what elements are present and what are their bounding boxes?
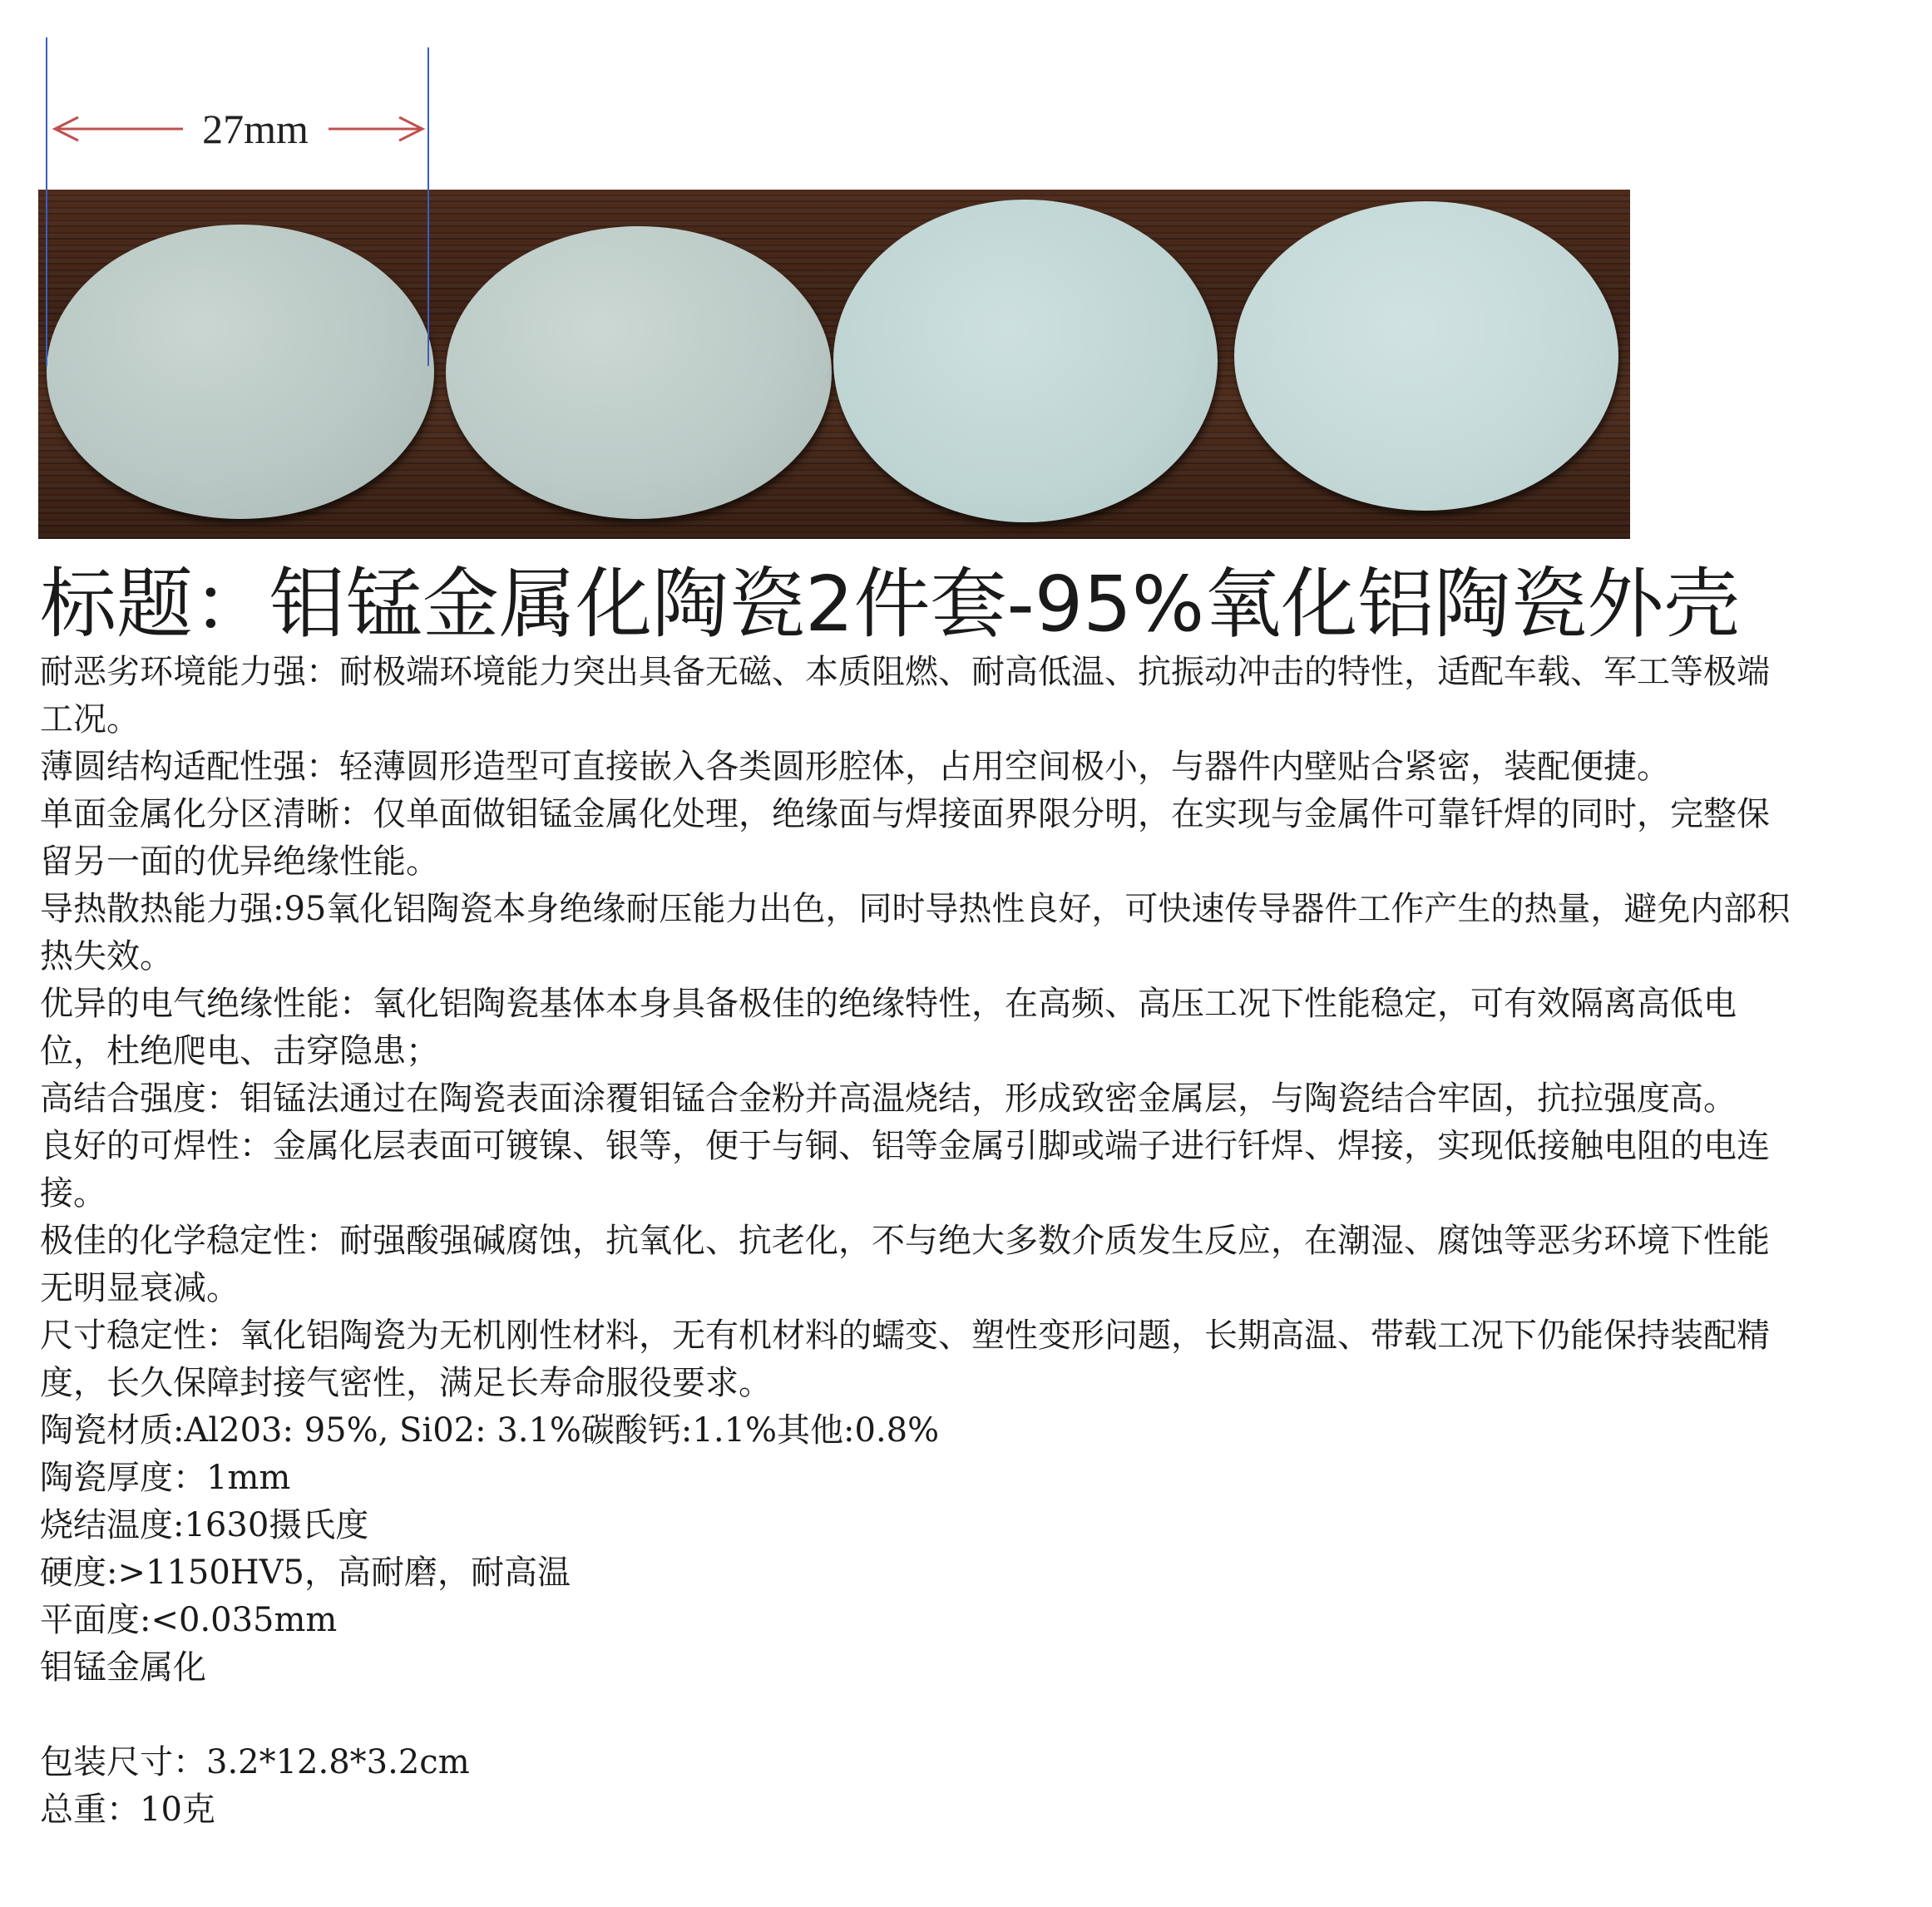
- spec-hardness: 硬度:>1150HV5，高耐磨，耐高温: [40, 1554, 571, 1592]
- spec-metallization: 钼锰金属化: [40, 1648, 206, 1687]
- feature-paragraph: 导热散热能力强:95氧化铝陶瓷本身绝缘耐压能力出色，同时导热性良好，可快速传导器件工作产生的热量，避免内部积热失效。: [40, 890, 1791, 976]
- feature-paragraph: 极佳的化学稳定性：耐强酸强碱腐蚀，抗氧化、抗老化，不与绝大多数介质发生反应，在潮湿、腐蚀等恶劣环境下性能无明显衰减。: [40, 1222, 1770, 1307]
- page-title: 标题：钼锰金属化陶瓷2件套-95%氧化铝陶瓷外壳: [40, 560, 1741, 649]
- spec-package-size: 包装尺寸：3.2*12.8*3.2cm: [40, 1743, 470, 1781]
- description-body: [40, 649, 1795, 1834]
- spec-flatness: 平面度:<0.035mm: [40, 1601, 338, 1639]
- ceramic-disc-1: [47, 225, 434, 519]
- feature-paragraph: 单面金属化分区清晰：仅单面做钼锰金属化处理，绝缘面与焊接面界限分明，在实现与金属件可靠钎焊的同时，完整保留另一面的优异绝缘性能。: [40, 795, 1770, 881]
- feature-paragraph: 优异的电气绝缘性能：氧化铝陶瓷基体本身具备极佳的绝缘特性，在高频、高压工况下性能稳定，可有效隔离高低电位，杜绝爬电、击穿隐患；: [40, 985, 1737, 1070]
- product-photo: [38, 190, 1630, 539]
- spec-weight: 总重：10克: [40, 1791, 215, 1829]
- ceramic-disc-4: [1234, 201, 1618, 511]
- dimension-line-left: [46, 37, 47, 366]
- feature-paragraph: 良好的可焊性：金属化层表面可镀镍、银等，便于与铜、铝等金属引脚或端子进行钎焊、焊接，实现低接触电阻的电连接。: [40, 1127, 1770, 1213]
- ceramic-disc-3: [833, 200, 1218, 522]
- ceramic-disc-2: [446, 226, 832, 519]
- spec-material: 陶瓷材质:Al203: 95%, Si02: 3.1%碳酸钙:1.1%其他:0.8%: [40, 1411, 940, 1450]
- feature-paragraph: 薄圆结构适配性强：轻薄圆形造型可直接嵌入各类圆形腔体，占用空间极小，与器件内壁贴合紧密，装配便捷。: [40, 748, 1670, 786]
- feature-paragraph: 尺寸稳定性：氧化铝陶瓷为无机刚性材料，无有机材料的蠕变、塑性变形问题，长期高温、带载工况下仍能保持装配精度，长久保障封接气密性，满足长寿命服役要求。: [40, 1317, 1770, 1402]
- spec-thickness: 陶瓷厚度：1mm: [40, 1459, 291, 1497]
- dimension-label: 27mm: [202, 106, 309, 152]
- spacer: [40, 1692, 1795, 1739]
- spec-sintering-temperature: 烧结温度:1630摄氏度: [40, 1506, 369, 1544]
- feature-paragraph: 高结合强度：钼锰法通过在陶瓷表面涂覆钼锰合金粉并高温烧结，形成致密金属层，与陶瓷结合牢固，抗拉强度高。: [40, 1079, 1737, 1118]
- feature-paragraph: 耐恶劣环境能力强：耐极端环境能力突出具备无磁、本质阻燃、耐高低温、抗振动冲击的特性，适配车载、军工等极端工况。: [40, 653, 1770, 739]
- dimension-line-right: [427, 47, 429, 366]
